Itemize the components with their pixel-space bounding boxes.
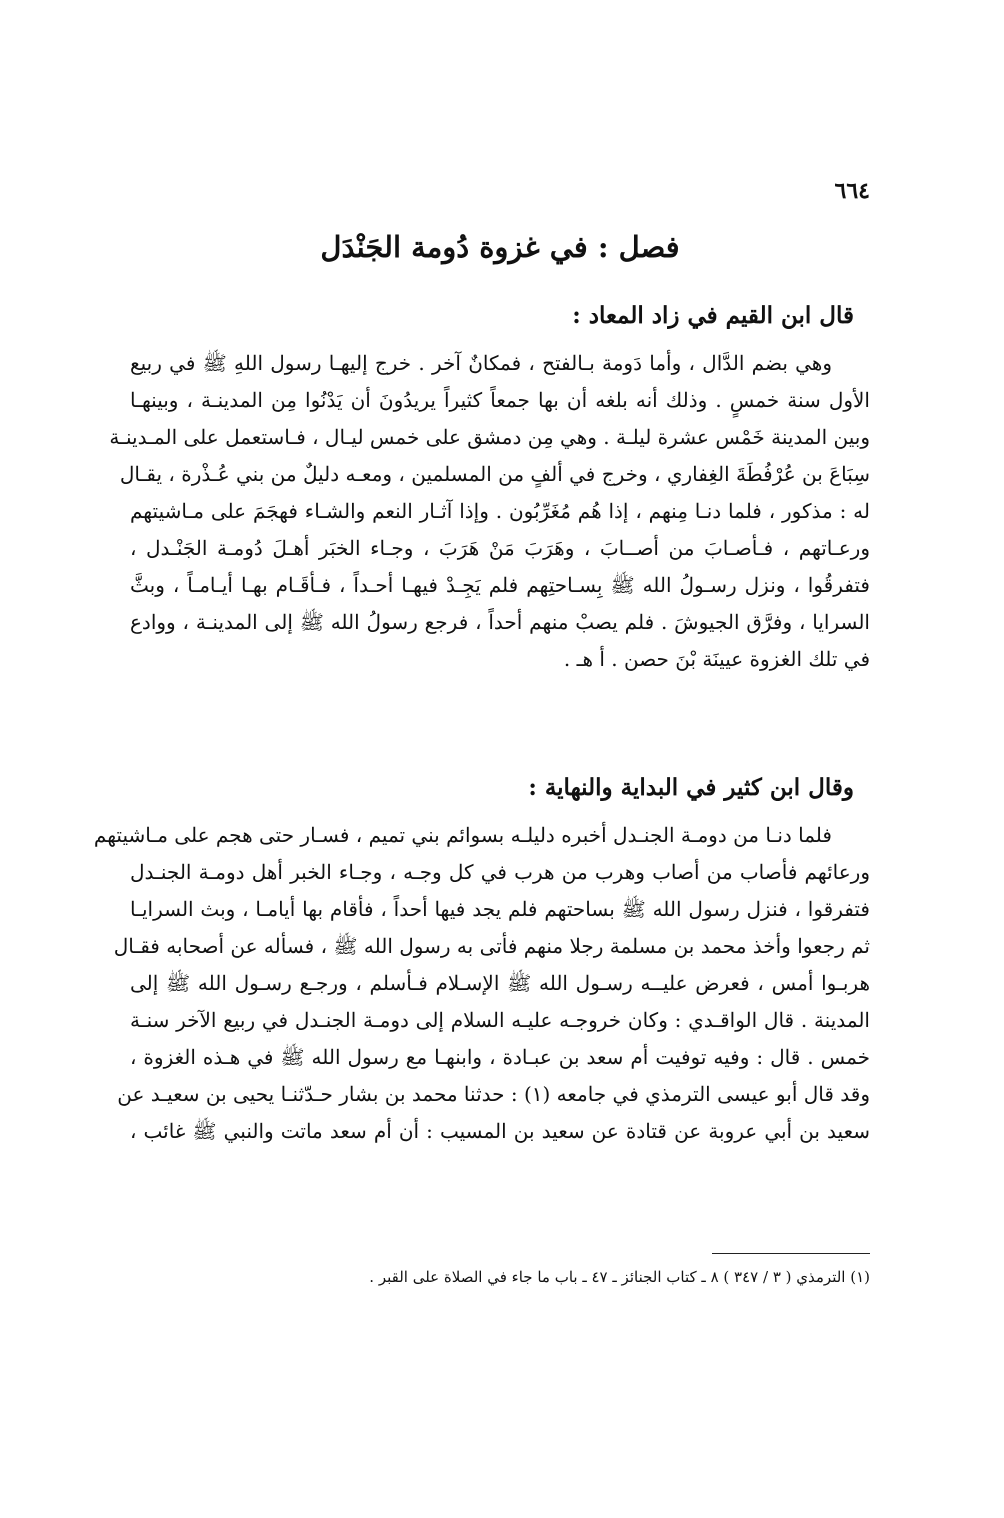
text-line: المدينة . قال الواقـدي : وكان خروجـه عليـه السلام إلى دومـة الجنـدل في ربيع الآخر سنـة bbox=[130, 1008, 870, 1032]
section-ibn-al-qayyim bbox=[109, 302, 870, 678]
text-line: سعيد بن أبي عروبة عن قتادة عن سعيد بن المسيب : أن أم سعد ماتت والنبي ﷺ غائب ، bbox=[130, 1119, 870, 1143]
footnote: (١) الترمذي ( ٣ / ٣٤٧ ) ٨ ـ كتاب الجنائز ـ ٤٧ ـ باب ما جاء في الصلاة على القبر . bbox=[369, 1268, 870, 1286]
paragraph bbox=[109, 345, 870, 678]
text-line: فتفرقوا ، فنزل رسول الله ﷺ بساحتهم فلم يجد فيها أحداً ، فأقام بها أيامـا ، وبث السرايـا bbox=[130, 897, 870, 921]
text-line: السرايا ، وفرَّق الجيوشَ . فلم يصبْ منهم أحداً ، فرجع رسولُ الله ﷺ إلى المدينـة ، ووادع bbox=[130, 610, 870, 634]
text-line: وهي بضم الدَّال ، وأما دَومة بـالفتح ، فمكانٌ آخر . خرج إليهـا رسول اللهِ ﷺ في ربيع bbox=[130, 351, 832, 375]
text-line: وبين المدينة خَمْس عشرة ليلـة . وهي مِن دمشق على خمس ليـال ، فـاستعمل على المـدينـة bbox=[109, 425, 870, 449]
text-line: سِبَاعَ بن عُرْفُطَةَ الغِفاري ، وخرج في ألفٍ من المسلمين ، ومعـه دليلٌ من بني عُـذْرة ، يقـال bbox=[119, 462, 870, 486]
section-ibn-kathir bbox=[93, 774, 870, 1150]
text-line: خمس . قال : وفيه توفيت أم سعد بن عبـادة ، وابنهـا مع رسول الله ﷺ في هـذه الغزوة ، bbox=[130, 1045, 870, 1069]
text-line: ورعائهم فأصاب من أصاب وهرب من هرب في كل وجـه ، وجـاء الخبر أهل دومـة الجنـدل bbox=[130, 860, 870, 884]
page-number: ٦٦٤ bbox=[834, 178, 870, 204]
text-line: وقد قال أبو عيسى الترمذي في جامعه (١) : حدثنا محمد بن بشار حـدّثنـا يحيى بن سعيـد عن bbox=[117, 1082, 870, 1106]
paragraph bbox=[93, 817, 870, 1150]
chapter-title: فصل : في غزوة دُومة الجَنْدَل bbox=[320, 230, 680, 264]
footnote-divider bbox=[712, 1253, 870, 1254]
text-line: فتفرقُوا ، ونزل رسـولُ الله ﷺ بِسـاحتِهم فلم يَجِـدْ فيهـا أحـداً ، فـأقَـام بهـا أيـامـاً ، وبثَّ bbox=[130, 573, 870, 597]
text-line: فلما دنـا من دومـة الجنـدل أخبره دليلـه بسوائم بني تميم ، فسـار حتى هجم على مـاشيتهم bbox=[93, 823, 832, 847]
text-line: ورعـاتهم ، فـأصـابَ من أصــابَ ، وهَرَبَ مَنْ هَرَبَ ، وجـاء الخبَر أهـلَ دُومـة الجَنْـدل ، bbox=[130, 536, 870, 560]
text-line: في تلك الغزوة عيينَة بْنَ حصن . أ هـ . bbox=[563, 647, 870, 671]
text-line: ثم رجعوا وأخذ محمد بن مسلمة رجلا منهم فأتى به رسول الله ﷺ ، فسأله عن أصحابه فقـال bbox=[113, 934, 870, 958]
text-line: الأول سنة خمسٍ . وذلك أنه بلغه أن بها جمعاً كثيراً يريدُونَ أن يَدْنُوا مِن المدينـة ، وبينهـا bbox=[130, 388, 870, 412]
section-heading: قال ابن القيم في زاد المعاد : bbox=[572, 302, 854, 329]
text-line: له : مذكور ، فلما دنـا مِنهم ، إذا هُم مُغَرِّبُون . وإذا آثـار النعم والشـاء فهجَمَ على مـاشيتهم bbox=[130, 499, 870, 523]
text-line: هربـوا أمس ، فعرض عليــه رسـول الله ﷺ الإسـلام فـأسلم ، ورجـع رسـول الله ﷺ إلى bbox=[130, 971, 870, 995]
section-heading: وقال ابن كثير في البداية والنهاية : bbox=[528, 774, 854, 801]
book-page bbox=[93, 0, 870, 1518]
